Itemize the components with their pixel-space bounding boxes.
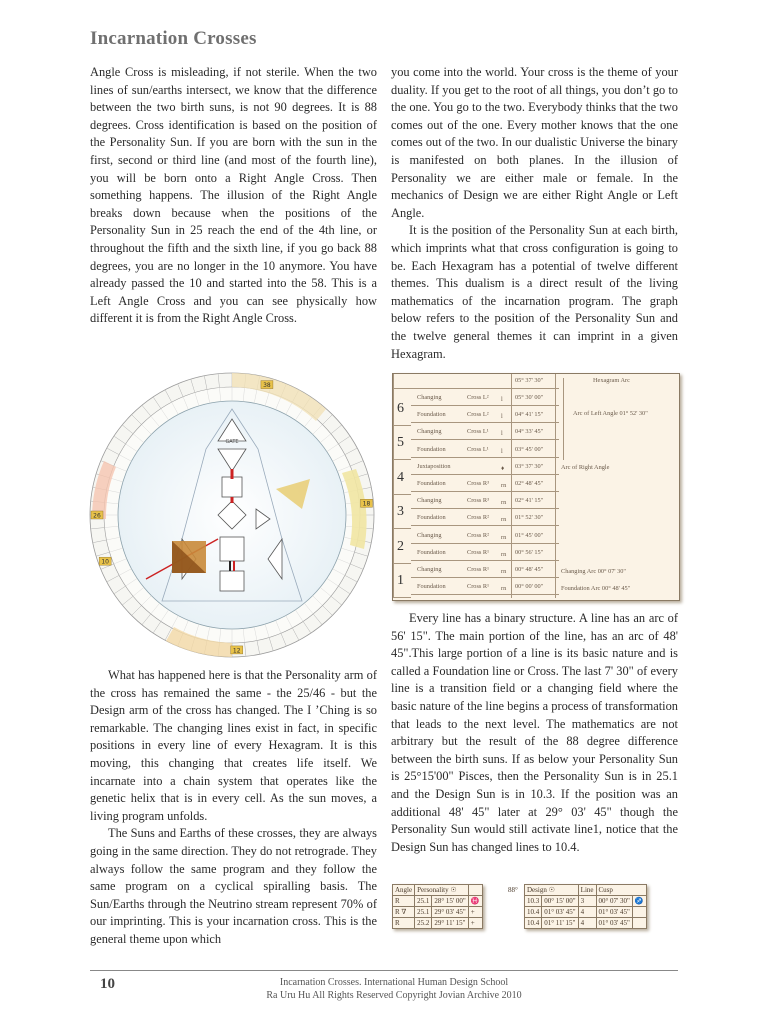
- row-value: 01° 52' 30": [515, 514, 544, 522]
- column-header: Personality ☉: [415, 885, 469, 896]
- row-value: 00° 56' 15": [515, 548, 544, 556]
- foundation-arc-label: Foundation Arc 00° 48' 45": [561, 585, 631, 592]
- row-divider: [411, 474, 559, 475]
- line-divider: [393, 528, 411, 529]
- column-header: [468, 885, 482, 896]
- column-1: [90, 64, 377, 328]
- row-symbol: rn: [501, 482, 507, 489]
- cell: 4: [578, 907, 596, 918]
- cell: 10.4: [525, 918, 542, 929]
- cell: [632, 907, 646, 918]
- cell: R: [393, 896, 415, 907]
- row-cross: Cross R²: [467, 531, 490, 539]
- row-label: Changing: [417, 497, 442, 505]
- row-label: Foundation: [417, 583, 446, 591]
- row-symbol: l: [501, 413, 503, 421]
- row-symbol: l: [501, 447, 503, 455]
- gate-number: 12: [232, 647, 241, 655]
- cell: +: [468, 907, 482, 918]
- paragraph: Angle Cross is misleading, if not sterile. When the two lines of sun/earths intersect, we know that the difference between the two birth suns, is not 90 degrees. It is 88 degrees. Cross identification is based on the position of the Personality Sun. If you are born with the sun in the first, second or third line (and most of the fourth line), you will be born onto a Right Angle Cross. Then something happens. The illusion of the Right Angle breaks down because when the positions of the Personality Sun in 25 reach the end of the 4th line, or throughout the fifth and the sixth line, if you go back 88 degrees, you are no longer in the 10 anymore. You have already passed the 10 and started into the 58. This is a Left Angle Cross and you can see physically how different it is from the Right Angle Cross.: [90, 65, 377, 326]
- center-label: GATE: [225, 439, 239, 445]
- row-label: Foundation: [417, 514, 446, 522]
- row-cross: Cross L¹: [467, 428, 489, 436]
- page-number: 10: [100, 976, 115, 992]
- paragraph: you come into the world. Your cross is the theme of your duality. If you get to the root of all things, you don’t go to the one. You go to the two. Everybody thinks that the two comes out of the one. Every mother knows that the one comes out of the two. In our dualistic Universe the binary is manifested on both planes. In the illusion of Personality we are either male or female. In the mechanics of Design we are either Right Angle or Left Angle.: [391, 65, 678, 220]
- page-title: Incarnation Crosses: [90, 28, 257, 49]
- footer-line-1: Incarnation Crosses. International Human Design School: [279, 977, 509, 988]
- gate-number: 18: [362, 500, 371, 508]
- cell: 01° 03' 45": [596, 918, 632, 929]
- table-row: [525, 896, 647, 907]
- gate-number: 10: [101, 558, 109, 566]
- row-label: Juxtaposition: [417, 462, 451, 470]
- table-row: [525, 918, 647, 929]
- row-symbol: ♦: [501, 464, 505, 472]
- row-divider: [411, 560, 559, 561]
- row-value: 00° 00' 00": [515, 583, 544, 591]
- line-number: 3: [397, 504, 404, 520]
- top-value: 05° 37' 30": [515, 377, 544, 384]
- row-cross: Cross R¹: [467, 548, 490, 556]
- cell: 01° 03' 45": [596, 907, 632, 918]
- line-number: 1: [397, 573, 404, 588]
- paragraph: What has happened here is that the Personality arm of the cross has remained the same - the 25/46 - but the Design arm of the cross has changed. The I ’Ching is so remarkable. The changing lines exist in fact, in specific positions in every line of every Hexagram. It is this moving, this changing that creates life itself. We incarnate into a chain system that operates like the genetic helix that is in every cell. As the sun moves, a living program unfolds.: [90, 668, 377, 823]
- row-value: 03° 45' 00": [515, 445, 544, 453]
- cell: 00° 15' 00": [542, 896, 578, 907]
- row-value: 04° 33' 45": [515, 428, 544, 436]
- gate-number: 38: [263, 382, 271, 390]
- column-header: Line: [578, 885, 596, 896]
- row-value: 04° 41' 15": [515, 411, 544, 419]
- left-angle-arc-label: Arc of Left Angle 01° 52' 30": [573, 410, 648, 417]
- cell: 00° 07' 30": [596, 896, 632, 907]
- row-value: 00° 48' 45": [515, 566, 544, 573]
- row-cross: Cross R¹: [467, 566, 490, 573]
- line-divider: [393, 459, 411, 460]
- line-divider: [393, 597, 411, 598]
- row-label: Changing: [417, 531, 442, 539]
- row-value: 05° 30' 00": [515, 394, 544, 401]
- row-label: Changing: [417, 428, 442, 436]
- row-symbol: l: [501, 396, 503, 403]
- cell: 29° 11' 15": [432, 918, 468, 929]
- row-symbol: rn: [501, 499, 507, 507]
- gate-number: 26: [93, 512, 101, 520]
- column-4: [391, 610, 678, 856]
- row-divider: [411, 594, 559, 595]
- cell: 01° 03' 45": [542, 907, 578, 918]
- column-header: Design ☉: [525, 885, 579, 896]
- cell: 29° 03' 45": [432, 907, 468, 918]
- row-divider: [411, 439, 559, 440]
- line-divider: [393, 563, 411, 564]
- row-label: Foundation: [417, 548, 446, 556]
- cell: 4: [578, 918, 596, 929]
- table-header-row: [525, 885, 647, 896]
- divider-vertical: [393, 374, 394, 598]
- cell: [632, 918, 646, 929]
- paragraph: Every line has a binary structure. A line has an arc of 56' 15". The main portion of the line, has an arc of 48' 45".This large portion of a line is its basic nature and is called a Foundation line or Cross. The last 7' 30" of every line is a transition field or a changing field where the basic nature of the line begins a process of transformation that leads to the next level. The mathematics are not arbitrary but the result of the 88 degree difference between the birth suns. If as below your Personality Sun is 25°15'00" Pisces, then the Personality Sun is in 25.1 and the Design Sun is in 10.3. If the position was an additional 48' 45" later at 29° 03' 45" though the Personality Sun would still activate line1, notice that the Design Sun has changed lines to 10.4.: [391, 611, 678, 854]
- mandala-wheel-diagram: [86, 369, 378, 661]
- cell: 25.2: [415, 918, 432, 929]
- row-symbol: rn: [501, 568, 507, 575]
- row-symbol: rn: [501, 533, 507, 541]
- row-divider: [411, 508, 559, 509]
- column-3: [90, 667, 377, 949]
- personality-table: [392, 884, 483, 929]
- row-cross: Cross R³: [467, 497, 490, 505]
- row-divider: [411, 525, 559, 526]
- table-row: [525, 907, 647, 918]
- line-number: 2: [397, 538, 404, 554]
- row-symbol: rn: [501, 516, 507, 524]
- line-divider: [393, 425, 411, 426]
- hexagram-arc-label: Hexagram Arc: [593, 377, 630, 384]
- row-value: 03° 37' 30": [515, 462, 544, 470]
- row-divider: [411, 457, 559, 458]
- footer-divider: [90, 970, 678, 971]
- row-value: 01° 45' 00": [515, 531, 544, 539]
- table-row: [393, 896, 483, 907]
- row-divider: [411, 543, 559, 544]
- table-row: [393, 918, 483, 929]
- row-cross: Cross R²: [467, 514, 490, 522]
- row-label: Changing: [417, 394, 442, 401]
- changing-arc-label: Changing Arc 00° 07' 30": [561, 568, 626, 575]
- row-divider: [411, 405, 559, 406]
- row-cross: Cross R³: [467, 480, 490, 487]
- cell: 10.3: [525, 896, 542, 907]
- design-marker: [172, 541, 206, 573]
- hexagram-line-chart: [392, 373, 680, 601]
- row-label: Foundation: [417, 411, 446, 419]
- cell: ♐: [632, 896, 646, 907]
- row-cross: Cross L¹: [467, 445, 489, 453]
- row-divider: [411, 422, 559, 423]
- row-label: Foundation: [417, 445, 446, 453]
- cell: 25.1: [415, 896, 432, 907]
- row-value: 02° 41' 15": [515, 497, 544, 505]
- cell: R ∇: [393, 907, 415, 918]
- cell: +: [468, 918, 482, 929]
- cell: ♓: [468, 896, 482, 907]
- cell: R: [393, 918, 415, 929]
- row-label: Foundation: [417, 480, 446, 487]
- cell: 28° 15' 00": [432, 896, 468, 907]
- line-number: 5: [397, 435, 404, 451]
- divider-vertical: [511, 374, 512, 598]
- row-symbol: rn: [501, 585, 507, 593]
- arc-bracket: [563, 378, 564, 460]
- row-symbol: rn: [501, 550, 507, 558]
- footer-text: [200, 976, 588, 1002]
- design-table: [524, 884, 647, 929]
- right-angle-arc-label: Arc of Right Angle: [561, 464, 610, 471]
- row-divider: [411, 577, 559, 578]
- row-label: Changing: [417, 566, 442, 573]
- row-value: 02° 48' 45": [515, 480, 544, 487]
- cell: 01° 11' 15": [542, 918, 578, 929]
- line-divider: [393, 494, 411, 495]
- line-number: 6: [397, 401, 404, 416]
- row-cross: Cross L²: [467, 394, 489, 401]
- column-header: Cusp: [596, 885, 646, 896]
- line-number: 4: [397, 469, 404, 485]
- degree-label: 88°: [508, 886, 518, 894]
- column-2: [391, 64, 678, 363]
- table-row: [393, 907, 483, 918]
- paragraph: It is the position of the Personality Sun at each birth, which imprints what that cross configuration is going to be. Each Hexagram has a potential of twelve different themes. This dualism is a direct result of the living mathematics of the incarnation program. The graph below refers to the position of the Personality Sun and the twelve general themes it can imprint in a given Hexagram.: [391, 223, 678, 361]
- cell: 3: [578, 896, 596, 907]
- cell: 10.4: [525, 907, 542, 918]
- row-cross: Cross R¹: [467, 583, 490, 591]
- row-cross: Cross L²: [467, 411, 489, 419]
- row-divider: [411, 491, 559, 492]
- divider-vertical: [555, 374, 556, 598]
- footer-line-2: Ra Uru Hu All Rights Reserved Copyright Jovian Archive 2010: [266, 990, 522, 1001]
- divider-horizontal: [393, 388, 559, 389]
- paragraph: The Suns and Earths of these crosses, they are always going in the same direction. They do not retrograde. They always follow the same program and they follow the same program on a cyclical spiralling basis. The Sun/Earths through the Neutrino stream represent 70% of our imprinting. This is your incarnation cross. This is the general theme upon which: [90, 826, 377, 946]
- table-header-row: [393, 885, 483, 896]
- cell: 25.1: [415, 907, 432, 918]
- column-header: Angle: [393, 885, 415, 896]
- row-symbol: l: [501, 430, 503, 438]
